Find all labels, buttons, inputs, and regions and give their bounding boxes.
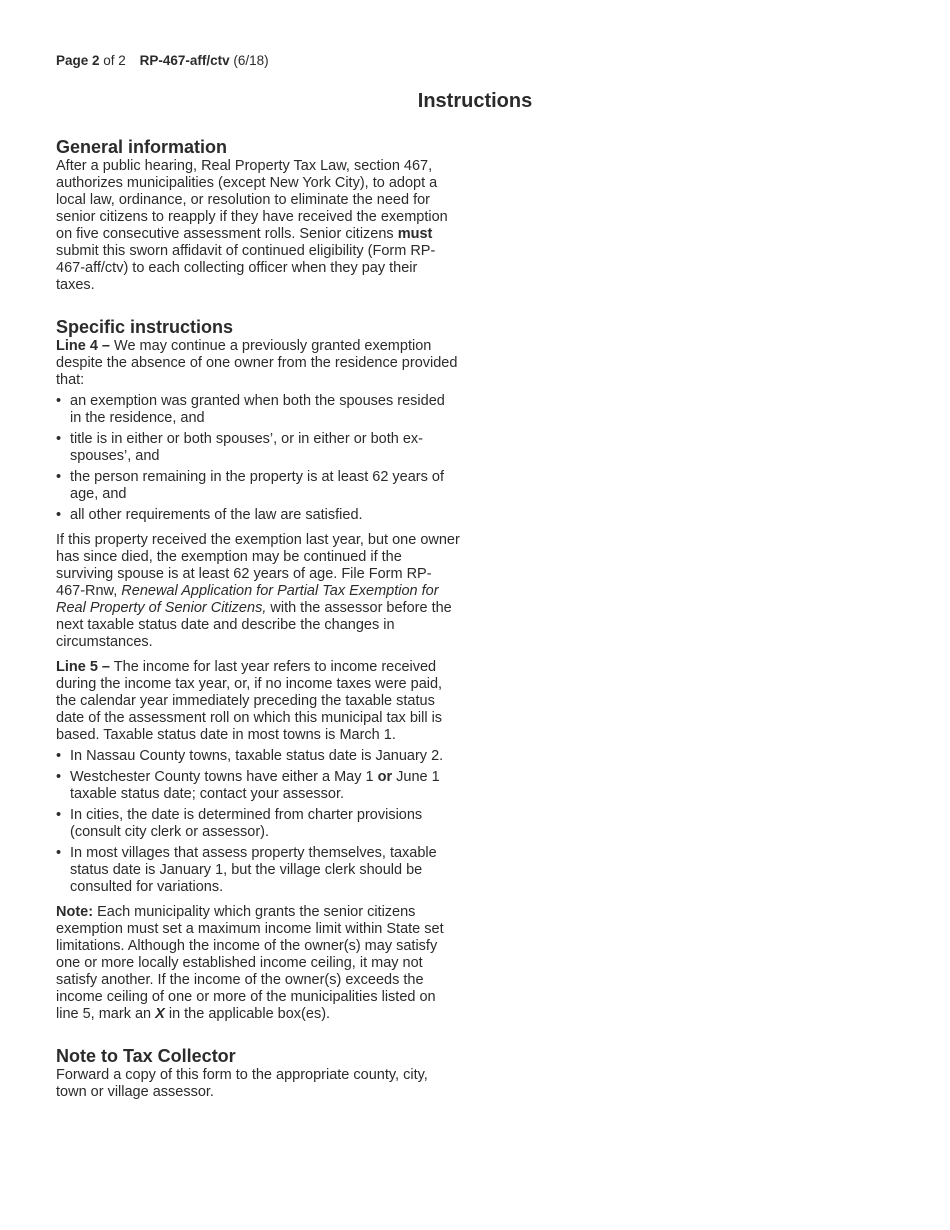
line-5-label: Line 5 – xyxy=(56,659,110,675)
list-item: • all other requirements of the law are satisfied. xyxy=(56,507,460,524)
instructions-column xyxy=(56,136,460,1101)
form-id: RP-467-aff/ctv xyxy=(139,53,230,68)
general-information-heading: General information xyxy=(56,137,228,157)
list-item: • In most villages that assess property themselves, taxable status date is January 1, but the village clerk should be consulted for variations. xyxy=(56,845,460,896)
line-5-intro: Line 5 – The income for last year refers to income received during the income tax year, or, if no income taxes were paid, the calendar year immediately preceding the taxable status date of the assessment roll on which this municipal tax bill is based. Taxable status date in most towns is March 1. xyxy=(56,659,443,743)
line-4-intro: Line 4 – We may continue a previously granted exemption despite the absence of one owner from the residence provided that: xyxy=(56,338,458,388)
income-limit-note: Note: Each municipality which grants the senior citizens exemption must set a maximum income limit within State set limitations. Although the income of the owner(s) may satisfy one or more locally established income ceiling, it may not satisfy another. If the income of the owner(s) exceeds the income ceiling of one or more of the municipalities listed on line 5, mark an X in the applicable box(es). xyxy=(56,904,444,1022)
note-label: Note: xyxy=(56,904,94,920)
list-item: • an exemption was granted when both the spouses resided in the residence, and xyxy=(56,393,460,427)
line-4-label: Line 4 – xyxy=(56,338,110,354)
x-mark: X xyxy=(155,1006,165,1022)
general-information-text: After a public hearing, Real Property Tax Law, section 467, authorizes municipalities (except New York City), to adopt a local law, ordinance, or resolution to eliminate the need for senior citizens to reapply if they have received the exemption on five consecutive assessment rolls. Senior citizens must submit this sworn affidavit of continued eligibility (Form RP-467-aff/ctv) to each collecting officer when they pay their taxes. xyxy=(56,158,448,293)
list-item: • In Nassau County towns, taxable status date is January 2. xyxy=(56,748,460,765)
page-title: Instructions xyxy=(417,90,533,112)
general-information-section xyxy=(56,136,460,294)
note-to-tax-collector-text: Forward a copy of this form to the appropriate county, city, town or village assessor. xyxy=(56,1067,428,1100)
list-item: • In cities, the date is determined from charter provisions (consult city clerk or assessor). xyxy=(56,807,460,841)
note-to-tax-collector-section xyxy=(56,1045,460,1101)
line-4-followup: If this property received the exemption last year, but one owner has since died, the exemption may be continued if the surviving spouse is at least 62 years of age. File Form RP-467-Rnw, Renewal Application for Partial Tax Exemption for Real Property of Senior Citizens, with the assessor before the next taxable status date and describe the changes in circumstances. xyxy=(56,532,460,650)
form-date: (6/18) xyxy=(233,53,269,68)
list-item: • the person remaining in the property is at least 62 years of age, and xyxy=(56,469,460,503)
page-number: Page 2 xyxy=(56,53,100,68)
list-item: • title is in either or both spouses’, or in either or both ex-spouses’, and xyxy=(56,431,460,465)
note-to-tax-collector-heading: Note to Tax Collector xyxy=(56,1046,236,1066)
list-item: • Westchester County towns have either a May 1 or June 1 taxable status date; contact your assessor. xyxy=(56,769,460,803)
page-header xyxy=(56,53,269,69)
specific-instructions-heading: Specific instructions xyxy=(56,317,234,337)
line-4-conditions-list xyxy=(56,393,460,524)
renewal-form-title: Renewal Application for Partial Tax Exemption for Real Property of Senior Citizens, xyxy=(56,583,439,616)
page-count: of 2 xyxy=(103,53,126,68)
line-5-status-dates-list xyxy=(56,748,460,896)
specific-instructions-section xyxy=(56,316,460,1023)
